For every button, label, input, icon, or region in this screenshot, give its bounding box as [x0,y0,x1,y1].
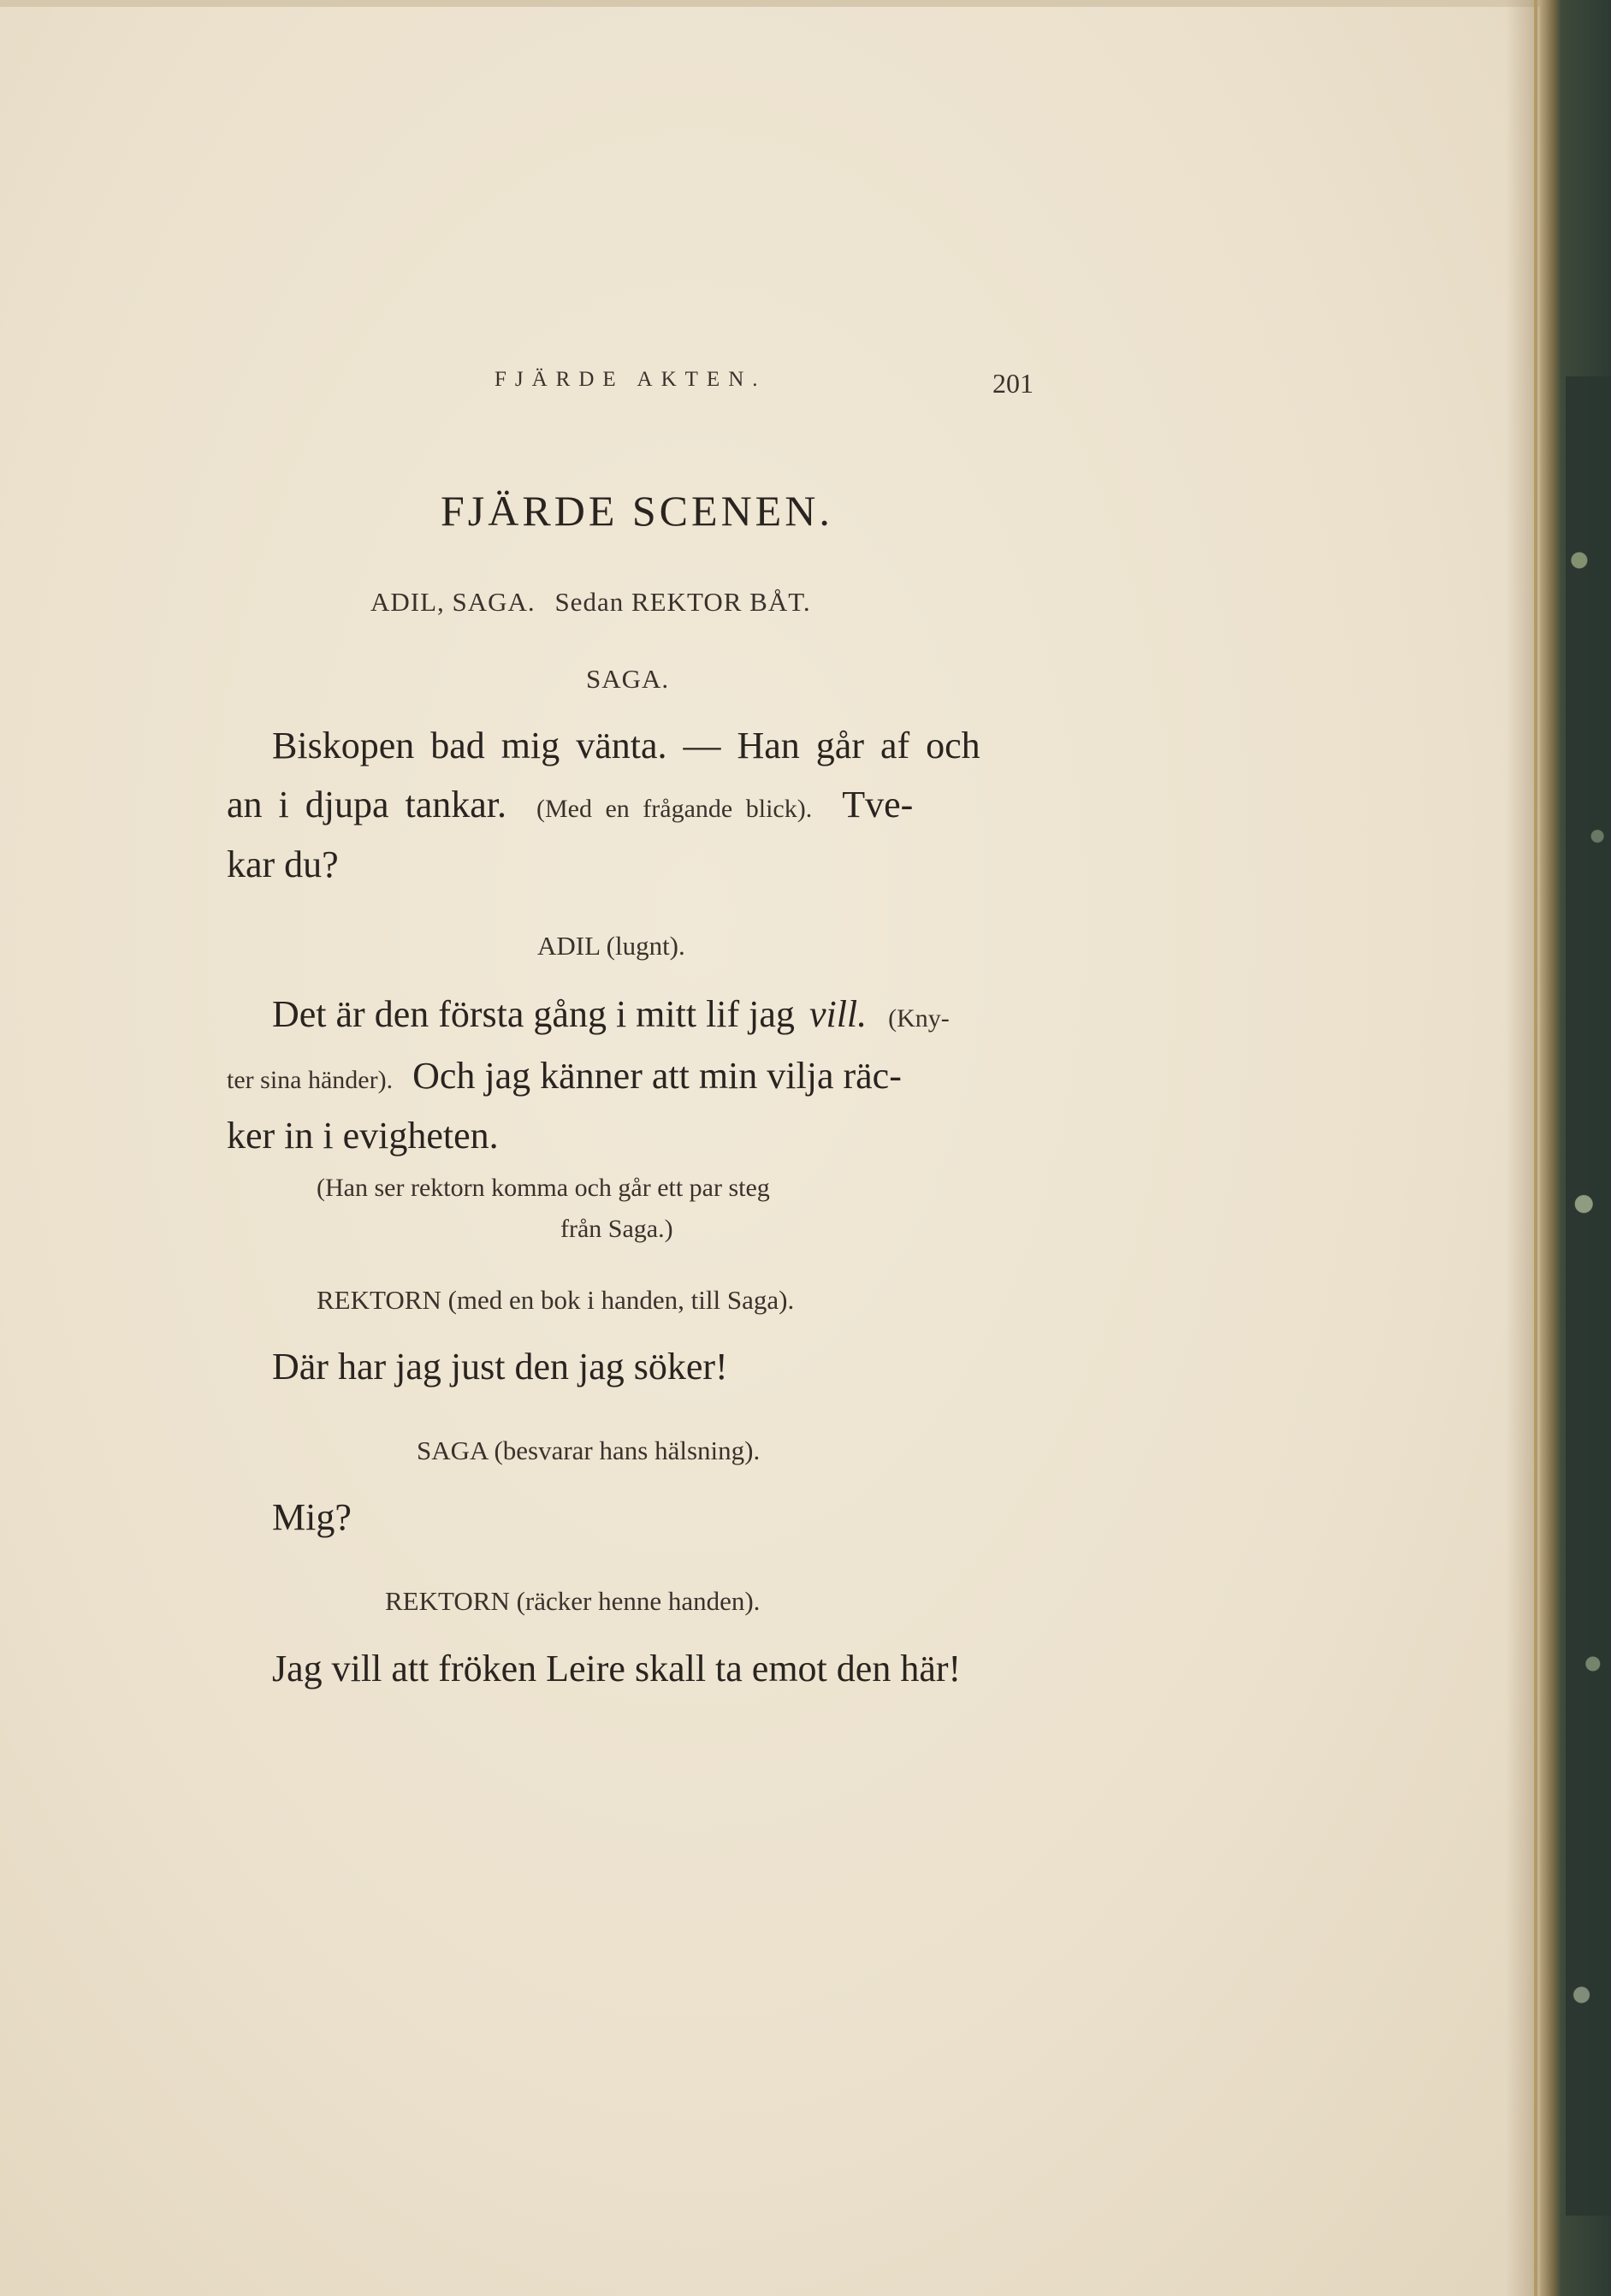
stage-direction: (Kny- [888,1004,950,1033]
stage-direction: ter sina händer). [227,1066,394,1094]
dialogue-line [227,783,913,826]
dialogue-text: Det är den första gång i mitt lif jag [272,993,795,1035]
cast-list [370,587,811,618]
page-number: 201 [992,368,1034,399]
marbled-cover-pattern [1566,376,1611,2216]
dialogue-line [272,992,950,1036]
speaker-saga: SAGA. [586,664,670,694]
speaker-rektorn: REKTORN (räcker henne handen). [385,1586,761,1616]
dialogue-line: Biskopen bad mig vänta. — Han går af och [272,725,980,766]
stage-direction: (Med en frågande blick). [536,795,813,823]
dialogue-line: Där har jag just den jag söker! [272,1346,728,1388]
speaker-saga: SAGA (besvarar hans hälsning). [417,1435,761,1465]
scene-title: FJÄRDE SCENEN. [441,487,833,535]
dialogue-line: Jag vill att fröken Leire skall ta emot den här! [272,1648,962,1689]
page-edge [1534,0,1537,2296]
dialogue-line: kar du? [227,843,339,885]
cast-main: ADIL, SAGA. [370,587,536,617]
speaker-rektorn: REKTORN (med en bok i handen, till Saga). [317,1285,795,1315]
dialogue-text: an i djupa tankar. [227,784,507,825]
running-header: FJÄRDE AKTEN. [495,368,767,391]
cast-later: Sedan REKTOR BÅT. [554,587,811,617]
dialogue-line [227,1054,902,1098]
emphasis-text: vill. [808,993,868,1035]
dialogue-text: Tve- [842,784,914,825]
dialogue-line: ker in i evigheten. [227,1115,499,1157]
speaker-adil: ADIL (lugnt). [537,931,685,961]
stage-direction: (Han ser rektorn komma och går ett par steg [317,1174,770,1202]
stage-direction: från Saga.) [560,1215,673,1243]
dialogue-line: Mig? [272,1496,352,1538]
dialogue-text: Och jag känner att min vilja räc- [412,1055,902,1097]
page-top-edge [0,0,1540,7]
